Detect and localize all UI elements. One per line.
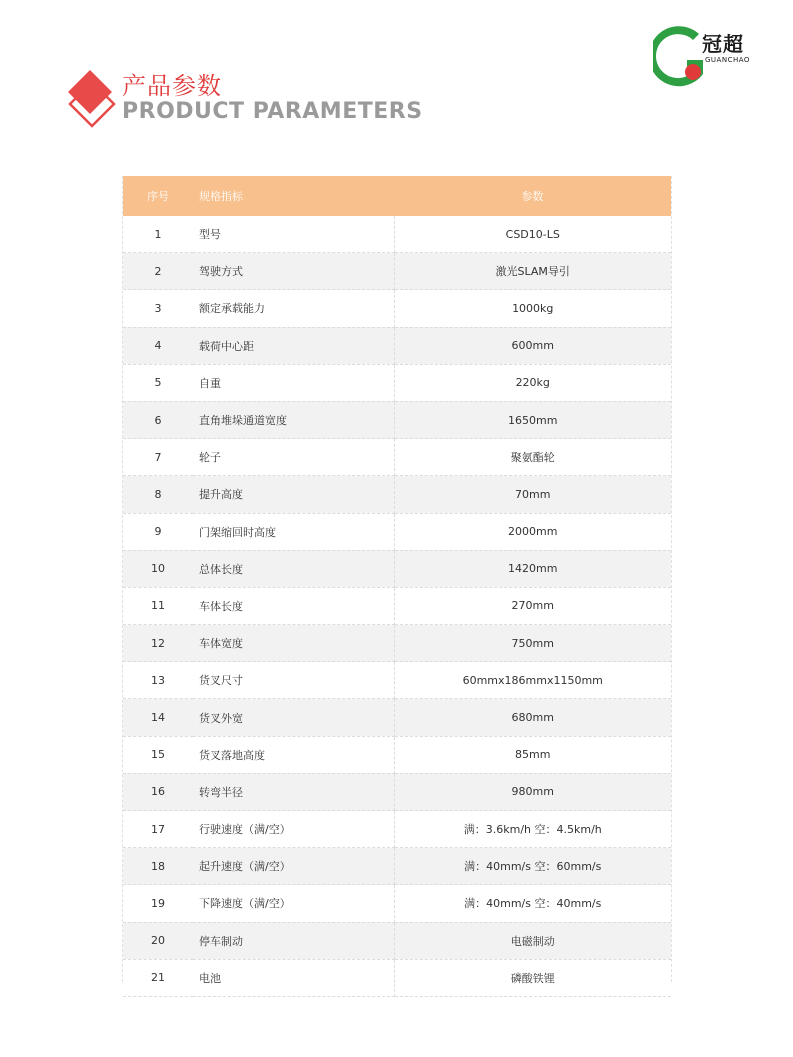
table-row <box>123 290 671 327</box>
cell-index: 21 <box>123 959 193 996</box>
cell-spec: 货叉落地高度 <box>193 736 394 773</box>
cell-index: 12 <box>123 625 193 662</box>
table-row <box>123 327 671 364</box>
cell-spec: 自重 <box>193 364 394 401</box>
table-header-row <box>123 176 671 216</box>
table-row <box>123 885 671 922</box>
cell-value: 85mm <box>394 736 671 773</box>
cell-spec: 轮子 <box>193 439 394 476</box>
cell-spec: 转弯半径 <box>193 773 394 810</box>
cell-index: 15 <box>123 736 193 773</box>
table-row <box>123 736 671 773</box>
cell-spec: 货叉尺寸 <box>193 662 394 699</box>
cell-value: 1420mm <box>394 550 671 587</box>
section-title-cn: 产品参数 <box>122 72 222 100</box>
cell-value: 70mm <box>394 476 671 513</box>
cell-value: 满：40mm/s 空：60mm/s <box>394 848 671 885</box>
section-diamond-icon <box>66 68 118 128</box>
cell-value: 2000mm <box>394 513 671 550</box>
cell-spec: 车体宽度 <box>193 625 394 662</box>
table-row <box>123 476 671 513</box>
cell-value: 1000kg <box>394 290 671 327</box>
table-row <box>123 364 671 401</box>
cell-index: 9 <box>123 513 193 550</box>
cell-index: 8 <box>123 476 193 513</box>
cell-index: 14 <box>123 699 193 736</box>
cell-spec: 电池 <box>193 959 394 996</box>
cell-index: 11 <box>123 587 193 624</box>
cell-index: 16 <box>123 773 193 810</box>
logo-brand-en: GUANCHAO <box>705 56 750 64</box>
cell-value: 满：3.6km/h 空：4.5km/h <box>394 811 671 848</box>
cell-index: 19 <box>123 885 193 922</box>
table-row <box>123 662 671 699</box>
table-row <box>123 625 671 662</box>
cell-spec: 型号 <box>193 216 394 253</box>
cell-index: 4 <box>123 327 193 364</box>
table-row <box>123 216 671 253</box>
cell-index: 13 <box>123 662 193 699</box>
cell-value: 聚氨酯轮 <box>394 439 671 476</box>
cell-spec: 门架缩回时高度 <box>193 513 394 550</box>
table-row <box>123 848 671 885</box>
cell-value: 980mm <box>394 773 671 810</box>
cell-value: 270mm <box>394 587 671 624</box>
cell-value: CSD10-LS <box>394 216 671 253</box>
cell-index: 2 <box>123 253 193 290</box>
cell-spec: 行驶速度（满/空） <box>193 811 394 848</box>
column-header-value: 参数 <box>394 176 671 216</box>
cell-value: 磷酸铁锂 <box>394 959 671 996</box>
column-header-spec: 规格指标 <box>193 176 394 216</box>
cell-index: 18 <box>123 848 193 885</box>
cell-index: 7 <box>123 439 193 476</box>
cell-spec: 驾驶方式 <box>193 253 394 290</box>
cell-index: 10 <box>123 550 193 587</box>
cell-value: 1650mm <box>394 401 671 438</box>
cell-spec: 总体长度 <box>193 550 394 587</box>
cell-spec: 直角堆垛通道宽度 <box>193 401 394 438</box>
cell-index: 3 <box>123 290 193 327</box>
product-parameters-table <box>123 176 671 997</box>
cell-value: 激光SLAM导引 <box>394 253 671 290</box>
table-row <box>123 550 671 587</box>
cell-index: 20 <box>123 922 193 959</box>
cell-spec: 额定承载能力 <box>193 290 394 327</box>
table-row <box>123 513 671 550</box>
table-row <box>123 773 671 810</box>
cell-spec: 提升高度 <box>193 476 394 513</box>
section-title-en: PRODUCT PARAMETERS <box>122 99 423 124</box>
cell-value: 电磁制动 <box>394 922 671 959</box>
table-row <box>123 253 671 290</box>
table-row <box>123 699 671 736</box>
column-header-index: 序号 <box>123 176 193 216</box>
cell-index: 5 <box>123 364 193 401</box>
logo-brand-cn: 冠超 <box>702 32 744 56</box>
cell-value: 750mm <box>394 625 671 662</box>
cell-value: 60mmx186mmx1150mm <box>394 662 671 699</box>
cell-value: 600mm <box>394 327 671 364</box>
cell-spec: 载荷中心距 <box>193 327 394 364</box>
cell-spec: 货叉外宽 <box>193 699 394 736</box>
cell-spec: 停车制动 <box>193 922 394 959</box>
table-row <box>123 922 671 959</box>
cell-value: 220kg <box>394 364 671 401</box>
cell-index: 6 <box>123 401 193 438</box>
table-row <box>123 401 671 438</box>
table-row <box>123 587 671 624</box>
table-row <box>123 959 671 996</box>
table-row <box>123 811 671 848</box>
cell-index: 17 <box>123 811 193 848</box>
cell-spec: 起升速度（满/空） <box>193 848 394 885</box>
cell-value: 680mm <box>394 699 671 736</box>
cell-value: 满：40mm/s 空：40mm/s <box>394 885 671 922</box>
table-row <box>123 439 671 476</box>
cell-spec: 车体长度 <box>193 587 394 624</box>
cell-spec: 下降速度（满/空） <box>193 885 394 922</box>
cell-index: 1 <box>123 216 193 253</box>
